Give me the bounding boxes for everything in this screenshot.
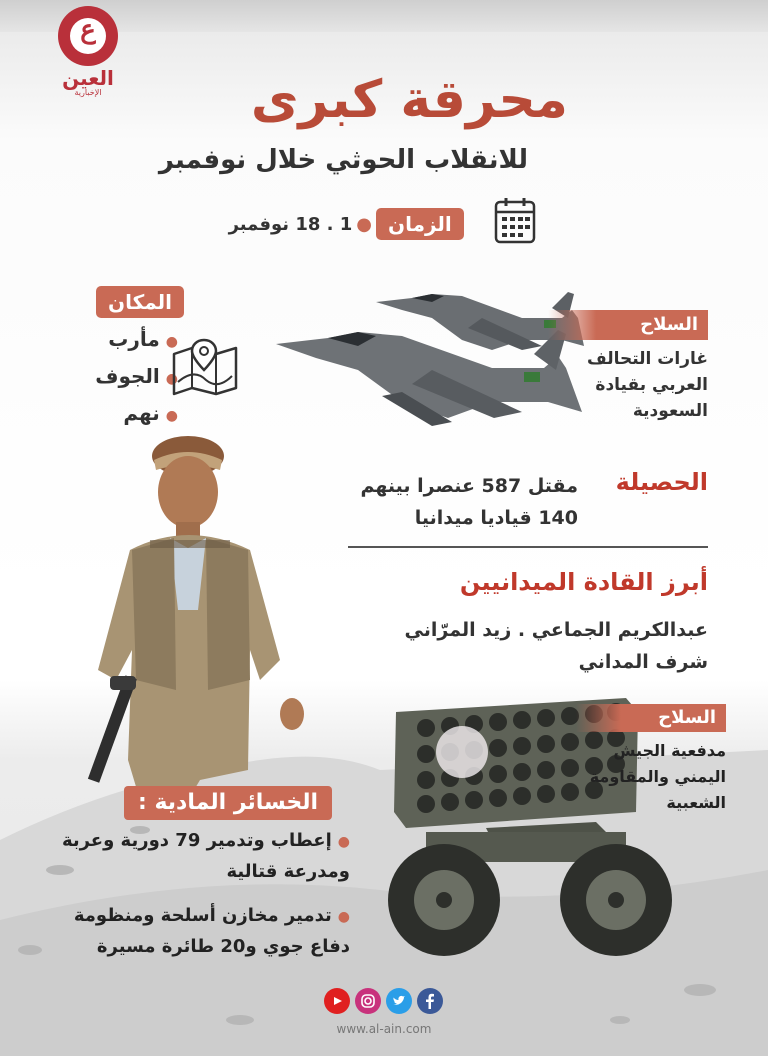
time-value (229, 214, 372, 235)
bullet-dot: ● (337, 909, 350, 925)
soldier-image (80, 430, 320, 800)
youtube-icon[interactable] (324, 988, 350, 1014)
loss-text: إعطاب وتدمير 79 دورية وعربة ومدرعة قتالية (61, 830, 350, 882)
weapon-air-label: السلاح (548, 310, 708, 340)
list-item (60, 901, 350, 962)
text-line: اليمني والمقاومة (589, 767, 726, 786)
text-line: 140 قياديا ميدانيا (414, 507, 578, 529)
brand-subtitle: الإخبارية (74, 88, 102, 97)
place-name: نهم (123, 401, 160, 425)
page-title: محرقة كبرى (250, 70, 568, 130)
fighter-jet-image (272, 326, 588, 438)
text-line: الشعبية (666, 793, 726, 812)
map-pin-icon (170, 338, 240, 396)
divider (348, 546, 708, 548)
text-line: غارات التحالف (586, 349, 708, 369)
brand-logo[interactable] (58, 6, 118, 66)
time-value-text: 1 . 18 نوفمبر (228, 214, 353, 235)
logo-glyph: ع (80, 15, 96, 45)
weapon-air-text (558, 346, 708, 424)
bullet-dot: ● (337, 834, 350, 850)
instagram-icon[interactable] (355, 988, 381, 1014)
harvest-label: الحصيلة (615, 468, 708, 496)
loss-text: تدمير مخازن أسلحة ومنظومة دفاع جوي و20 طائرة مسيرة (73, 905, 350, 957)
brand-name: العين (62, 66, 114, 90)
facebook-icon[interactable] (417, 988, 443, 1014)
text-line: مقتل 587 عنصرا بينهم (360, 475, 578, 497)
weapon-ground-label: السلاح (576, 704, 726, 732)
text-line: شرف المداني (578, 651, 708, 673)
list-item (60, 826, 350, 887)
losses-label: الخسائر المادية : (124, 786, 332, 820)
text-line: العربي بقيادة (595, 375, 708, 395)
losses-list (60, 826, 350, 976)
harvest-text (338, 470, 578, 534)
place-label: المكان (96, 286, 184, 318)
leaders-label: أبرز القادة الميدانيين (459, 568, 708, 596)
bullet-dot: ● (165, 371, 178, 387)
social-links (324, 988, 444, 1018)
list-item (92, 326, 178, 355)
calendar-icon (494, 196, 536, 244)
text-line: السعودية (632, 401, 708, 421)
place-name: مأرب (108, 327, 160, 351)
bullet-dot: ● (356, 214, 372, 235)
weapon-ground-text (576, 738, 726, 816)
list-item (92, 363, 178, 392)
place-list (92, 326, 178, 437)
time-label: الزمان (376, 208, 464, 240)
text-line: عبدالكريم الجماعي . زيد المرّاني (404, 619, 708, 641)
list-item (92, 400, 178, 429)
twitter-icon[interactable] (386, 988, 412, 1014)
website-link[interactable]: www.al-ain.com (336, 1022, 432, 1036)
bullet-dot: ● (165, 334, 178, 350)
rocket-launcher-image (366, 692, 696, 968)
page-subtitle: للانقلاب الحوثي خلال نوفمبر (158, 145, 528, 175)
text-line: مدفعية الجيش (613, 741, 726, 760)
leaders-text (348, 614, 708, 678)
bullet-dot: ● (165, 408, 178, 424)
place-name: الجوف (95, 364, 160, 388)
